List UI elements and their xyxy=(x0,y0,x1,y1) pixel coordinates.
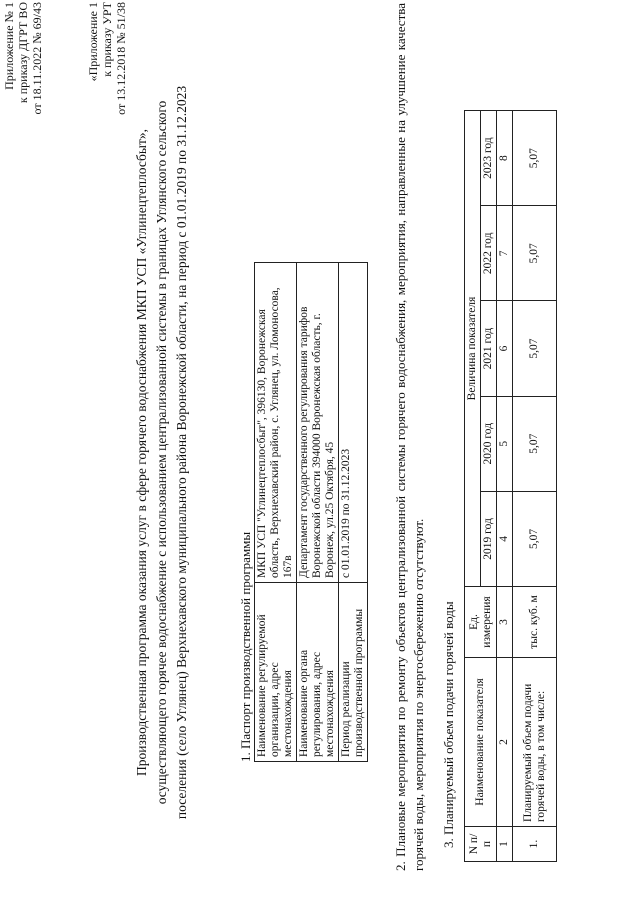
index-cell: 3 xyxy=(497,587,513,658)
index-cell: 6 xyxy=(497,301,513,396)
year-header: 2022 год xyxy=(481,206,497,301)
table-row xyxy=(255,263,297,762)
section-2-text: 2. Плановые мероприятия по ремонту объектов централизованной системы горячего водоснабжения, мероприятия, направленные на улучшение качества горячей воды, мероприятия по энергосбережению отсутствуют. xyxy=(393,3,426,871)
col-number-header: N п/п xyxy=(465,827,497,862)
index-cell: 4 xyxy=(497,491,513,586)
passport-table xyxy=(254,262,368,762)
row-value: 5,07 xyxy=(513,301,557,396)
table-row xyxy=(339,263,368,762)
index-cell: 5 xyxy=(497,396,513,491)
year-header: 2019 год xyxy=(481,491,497,586)
appendix-header xyxy=(2,2,44,114)
document-title-line-2: осуществляющего горячее водоснабжение с использованием централизованной системы в границах Углянского сельского xyxy=(154,100,169,805)
passport-value: Департамент государственного регулирования тарифов Воронежской области 394000 Воронежская область, г. Воронеж, ул.25 Октября, 45 xyxy=(297,263,339,583)
original-appendix-number: «Приложение 1 xyxy=(86,2,100,82)
row-value: 5,07 xyxy=(513,491,557,586)
table-row xyxy=(513,111,557,862)
hot-water-volume-table xyxy=(464,110,557,862)
document-title-line-1: Производственная программа оказания услуг в сфере горячего водоснабжения МКП УСП «Углинецтеплосбыт», xyxy=(134,128,149,777)
row-value: 5,07 xyxy=(513,206,557,301)
passport-value: МКП УСП "Углинецтеплосбыт", 396130, Воронежская область, Верхнехавский район, с. Углянец, ул. Ломоносова, 167в xyxy=(255,263,297,583)
passport-label: Период реализации производственной программы xyxy=(339,583,368,762)
original-order-date: от 13.12.2018 № 51/38 xyxy=(114,2,128,115)
passport-label: Наименование органа регулирования, адрес местонахождения xyxy=(297,583,339,762)
original-appendix-header xyxy=(86,2,128,115)
row-name: Планируемый объем подачи горячей воды, в том числе: xyxy=(513,658,557,827)
index-cell: 1 xyxy=(497,827,513,862)
row-unit: тыс. куб. м xyxy=(513,587,557,658)
document-title-line-3: поселения (село Углянец) Верхнехавского муниципального района Воронежской области, на период с 01.01.2019 по 31.12.2023 xyxy=(174,85,189,820)
row-value: 5,07 xyxy=(513,396,557,491)
passport-value: с 01.01.2019 по 31.12.2023 xyxy=(339,263,368,583)
section-1-heading: 1. Паспорт производственной программы xyxy=(238,531,253,762)
table-index-row xyxy=(497,111,513,862)
index-cell: 8 xyxy=(497,111,513,206)
col-unit-header: Ед. измерения xyxy=(465,587,497,658)
row-value: 5,07 xyxy=(513,111,557,206)
passport-label: Наименование регулируемой организации, адрес местонахождения xyxy=(255,583,297,762)
index-cell: 7 xyxy=(497,206,513,301)
order-date: от 18.11.2022 № 69/43 xyxy=(30,2,44,115)
table-row xyxy=(297,263,339,762)
order-reference: к приказу ДГРТ ВО xyxy=(16,2,30,104)
year-header: 2021 год xyxy=(481,301,497,396)
year-header: 2020 год xyxy=(481,396,497,491)
section-3-heading: 3. Планируемый объем подачи горячей воды xyxy=(441,601,456,848)
table-header-row xyxy=(465,111,481,862)
col-name-header: Наименование показателя xyxy=(465,658,497,827)
appendix-number: Приложение № 1 xyxy=(2,2,16,90)
year-header: 2023 год xyxy=(481,111,497,206)
original-order-reference: к приказу УРТ xyxy=(100,2,114,77)
index-cell: 2 xyxy=(497,658,513,827)
row-number: 1. xyxy=(513,827,557,862)
col-group-header: Величина показателя xyxy=(465,111,481,587)
